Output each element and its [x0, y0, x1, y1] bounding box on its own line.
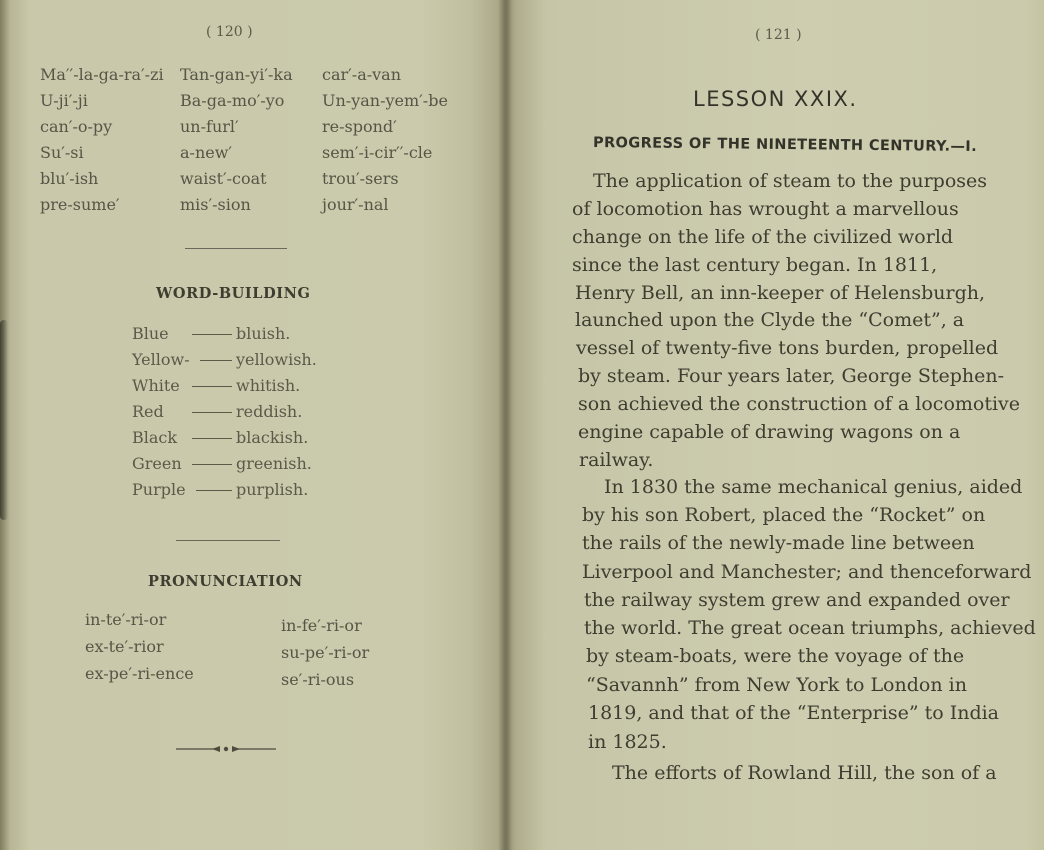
- body-line: by steam. Four years later, George Stephen-: [578, 365, 1005, 387]
- word-list-item: jour′-nal: [322, 195, 389, 214]
- word-list-item: re-spond′: [322, 117, 397, 136]
- derived-word: yellowish.: [236, 350, 317, 369]
- word-list-column-3: [322, 62, 448, 218]
- word-list-item: U-ji′-ji: [40, 91, 88, 110]
- word-list-item: un-furl′: [180, 117, 239, 136]
- word-list-item: Su′-si: [40, 143, 84, 162]
- body-line: the rails of the newly-made line between: [582, 532, 975, 554]
- ornament-divider-icon: [176, 743, 276, 755]
- section-divider: [185, 248, 287, 249]
- word-list-item: trou′-sers: [322, 169, 399, 188]
- word-building-list: [132, 321, 317, 503]
- pronunciation-column-2: [281, 612, 369, 693]
- pronunciation-word: su-pe′-ri-or: [281, 643, 370, 662]
- body-line: vessel of twenty-five tons burden, propelled: [576, 337, 999, 359]
- base-word: Yellow-: [132, 350, 190, 369]
- dash-rule: [192, 438, 232, 439]
- base-word: Purple: [132, 480, 186, 499]
- body-line: the railway system grew and expanded over: [584, 589, 1010, 611]
- body-line: The application of steam to the purposes: [593, 170, 988, 192]
- word-list-item: blu′-ish: [40, 169, 99, 188]
- body-line: the world. The great ocean triumphs, achieved: [584, 617, 1036, 639]
- word-list-item: mis′-sion: [180, 195, 251, 214]
- body-line: by his son Robert, placed the “Rocket” on: [582, 504, 986, 526]
- left-page-number: ( 120 ): [206, 24, 253, 40]
- body-line: In 1830 the same mechanical genius, aided: [604, 476, 1023, 498]
- derived-word: blackish.: [236, 428, 309, 447]
- dash-rule: [192, 386, 232, 387]
- word-building-row: [132, 347, 317, 373]
- body-line: by steam-boats, were the voyage of the: [586, 645, 965, 667]
- body-line: of locomotion has wrought a marvellous: [572, 198, 959, 220]
- base-word: Red: [132, 402, 164, 421]
- pronunciation-word: ex-pe′-ri-ence: [85, 664, 194, 683]
- word-list-item: Ba-ga-mo′-yo: [180, 91, 285, 110]
- pronunciation-word: in-fe′-ri-or: [281, 616, 362, 635]
- body-line: The efforts of Rowland Hill, the son of a: [612, 762, 997, 784]
- word-building-row: [132, 425, 317, 451]
- body-line: change on the life of the civilized world: [572, 226, 954, 248]
- pronunciation-word: in-te′-ri-or: [85, 610, 167, 629]
- dash-rule: [192, 334, 232, 335]
- word-list-item: a-new′: [180, 143, 233, 162]
- word-building-row: [132, 373, 317, 399]
- word-list-item: pre-sume′: [40, 195, 120, 214]
- lesson-subtitle: PROGRESS OF THE NINETEENTH CENTURY.—I.: [592, 135, 978, 156]
- book-gutter: [498, 0, 512, 850]
- word-list-item: Tan-gan-yi′-ka: [180, 65, 293, 84]
- body-line: launched upon the Clyde the “Comet”, a: [575, 309, 965, 331]
- base-word: Black: [132, 428, 178, 447]
- pronunciation-word: se′-ri-ous: [281, 670, 355, 689]
- body-line: engine capable of drawing wagons on a: [578, 421, 961, 443]
- dash-rule: [196, 490, 232, 491]
- section-divider: [176, 540, 280, 541]
- base-word: White: [132, 376, 180, 395]
- word-building-row: [132, 477, 317, 503]
- word-list-column-1: [40, 62, 164, 218]
- dash-rule: [200, 360, 232, 361]
- word-list-column-2: [180, 62, 293, 218]
- derived-word: greenish.: [236, 454, 312, 473]
- word-list-item: can′-o-py: [40, 117, 113, 136]
- body-line: “Savannh” from New York to London in: [586, 674, 967, 696]
- base-word: Green: [132, 454, 182, 473]
- body-line: son achieved the construction of a locomotive: [578, 393, 1021, 415]
- dash-rule: [192, 464, 232, 465]
- derived-word: bluish.: [236, 324, 291, 343]
- page-edge-shadow: [0, 320, 8, 520]
- word-building-row: [132, 399, 317, 425]
- right-page-number: ( 121 ): [755, 27, 802, 43]
- base-word: Blue: [132, 324, 169, 343]
- body-line: Henry Bell, an inn-keeper of Helensburgh,: [575, 282, 986, 304]
- derived-word: purplish.: [236, 480, 309, 499]
- derived-word: whitish.: [236, 376, 301, 395]
- derived-word: reddish.: [236, 402, 303, 421]
- word-list-item: Ma′′-la-ga-ra′-zi: [40, 65, 164, 84]
- word-building-row: [132, 451, 317, 477]
- body-line: 1819, and that of the “Enterprise” to India: [588, 702, 1000, 724]
- pronunciation-word: ex-te′-rior: [85, 637, 164, 656]
- word-list-item: waist′-coat: [180, 169, 267, 188]
- word-list-item: Un-yan-yem′-be: [322, 91, 448, 110]
- dash-rule: [192, 412, 232, 413]
- body-line: in 1825.: [588, 731, 667, 753]
- body-line: since the last century began. In 1811,: [572, 254, 938, 276]
- pronunciation-column-1: [85, 606, 194, 687]
- word-building-heading: WORD-BUILDING: [156, 285, 311, 302]
- word-building-row: [132, 321, 317, 347]
- lesson-title: LESSON XXIX.: [693, 87, 858, 111]
- word-list-item: sem′-i-cir′′-cle: [322, 143, 433, 162]
- pronunciation-heading: PRONUNCIATION: [148, 573, 303, 590]
- body-line: Liverpool and Manchester; and thenceforward: [582, 561, 1032, 583]
- word-list-item: car′-a-van: [322, 65, 402, 84]
- body-line: railway.: [579, 449, 654, 471]
